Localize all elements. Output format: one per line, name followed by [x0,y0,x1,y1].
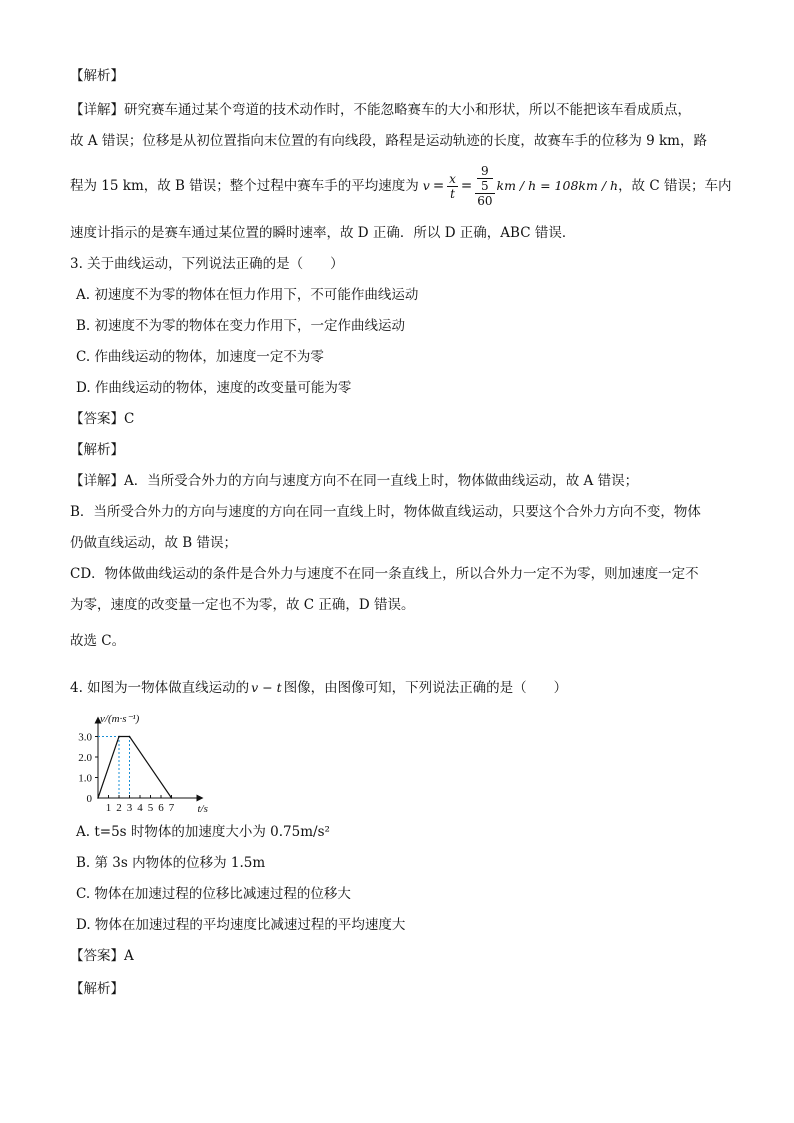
speed-unit-expression: km / h = 108km / h [496,178,619,193]
fraction-x-over-t [447,172,458,201]
question-3-answer: 【答案】C [70,411,135,427]
x-tick-label-0: 1 [105,802,112,814]
equals-sign-1: = [432,178,445,194]
question-3-detail-line-2: B．当所受合外力的方向与速度的方向在同一直线上时，物体做直线运动，只要这个合外力方向不变，物体 [70,504,701,520]
line-3-suffix: ，故 C 错误；车内 [618,178,732,194]
solution-detail-line-2: 故 A 错误；位移是从初位置指向末位置的有向线段，路程是运动轨迹的长度，故赛车手的位移为 9 km，路 [70,133,707,149]
solution-detail-line-1: 【详解】研究赛车通过某个弯道的技术动作时，不能忽略赛车的大小和形状，所以不能把该车看成质点， [70,102,691,118]
question-4-option-b: B. 第 3s 内物体的位移为 1.5m [76,855,266,871]
vt-symbol: v − t [251,680,282,695]
y-tick-label-3: 3.0 [78,731,92,744]
question-3-detail-line-1: 【详解】A．当所受合外力的方向与速度方向不在同一直线上时，物体做曲线运动，故 A 错误； [70,473,639,489]
vt-graph [70,708,230,820]
solution-analysis-label: 【解析】 [70,68,124,84]
question-4-stem-suffix: 图像，由图像可知，下列说法正确的是（ ） [283,680,568,696]
question-4-option-c: C. 物体在加速过程的位移比减速过程的位移大 [76,886,351,902]
question-4-stem-prefix: 4. 如图为一物体做直线运动的 [70,680,250,696]
fraction-denominator-t: t [450,186,455,201]
vt-data-point-1 [118,736,120,738]
question-4-option-a: A. t=5s 时物体的加速度大小为 0.75m/s² [76,824,330,840]
x-tick-label-1: 2 [116,802,122,814]
fraction-nine-fifths-over-sixty [475,164,494,208]
question-3-detail-line-5: 为零，速度的改变量一定也不为零，故 C 正确，D 错误。 [70,597,415,613]
solution-detail-line-4: 速度计指示的是赛车通过某位置的瞬时速率，故 D 正确．所以 D 正确，ABC 错误． [70,225,576,241]
x-tick-label-2: 3 [126,802,133,814]
question-3-option-c: C. 作曲线运动的物体，加速度一定不为零 [76,349,324,365]
question-3-detail-line-4: CD．物体做曲线运动的条件是合外力与速度不在同一条直线上，所以合外力一定不为零，则加速度一定不 [70,566,699,582]
question-3-option-a: A. 初速度不为零的物体在恒力作用下，不可能作曲线运动 [76,287,419,303]
x-tick-label-6: 7 [168,802,175,814]
x-tick-label-3: 4 [137,802,143,814]
x-tick-label-5: 6 [158,802,164,814]
question-3-option-d: D. 作曲线运动的物体，速度的改变量可能为零 [76,380,352,396]
y-tick-label-2: 2.0 [78,752,92,764]
question-4-answer: 【答案】A [70,948,134,964]
velocity-symbol: v [422,178,430,193]
question-3-choose: 故选 C。 [70,633,126,649]
y-tick-label-0: 0 [86,793,92,805]
question-3-option-b: B. 初速度不为零的物体在变力作用下，一定作曲线运动 [76,318,406,334]
fraction-numerator-x: x [449,171,456,186]
vt-data-point-3 [171,797,173,799]
fraction-five: 5 [481,179,489,193]
line-3-prefix: 程为 15 km，故 B 错误；整个过程中赛车手的平均速度为 [70,178,419,194]
y-tick-label-1: 1.0 [78,772,92,785]
question-3-analysis-label: 【解析】 [70,442,124,458]
solution-detail-line-3 [70,162,731,210]
vt-data-point-0 [97,797,99,799]
x-axis-label: t/s [197,803,208,815]
fraction-nine: 9 [477,164,492,179]
question-3-detail-line-3: 仍做直线运动，故 B 错误； [70,535,238,551]
y-axis-label: v/(m·s⁻¹) [100,713,140,725]
question-4-analysis-label: 【解析】 [70,981,124,997]
equals-sign-2: = [460,178,473,194]
fraction-sixty: 60 [477,194,493,208]
question-3-stem: 3. 关于曲线运动，下列说法正确的是（ ） [70,256,344,272]
vt-data-point-2 [129,736,131,738]
x-tick-label-4: 5 [147,802,154,814]
question-4-stem [70,678,567,698]
vt-data-series-line [98,737,172,799]
question-4-option-d: D. 物体在加速过程的平均速度比减速过程的平均速度大 [76,917,406,933]
